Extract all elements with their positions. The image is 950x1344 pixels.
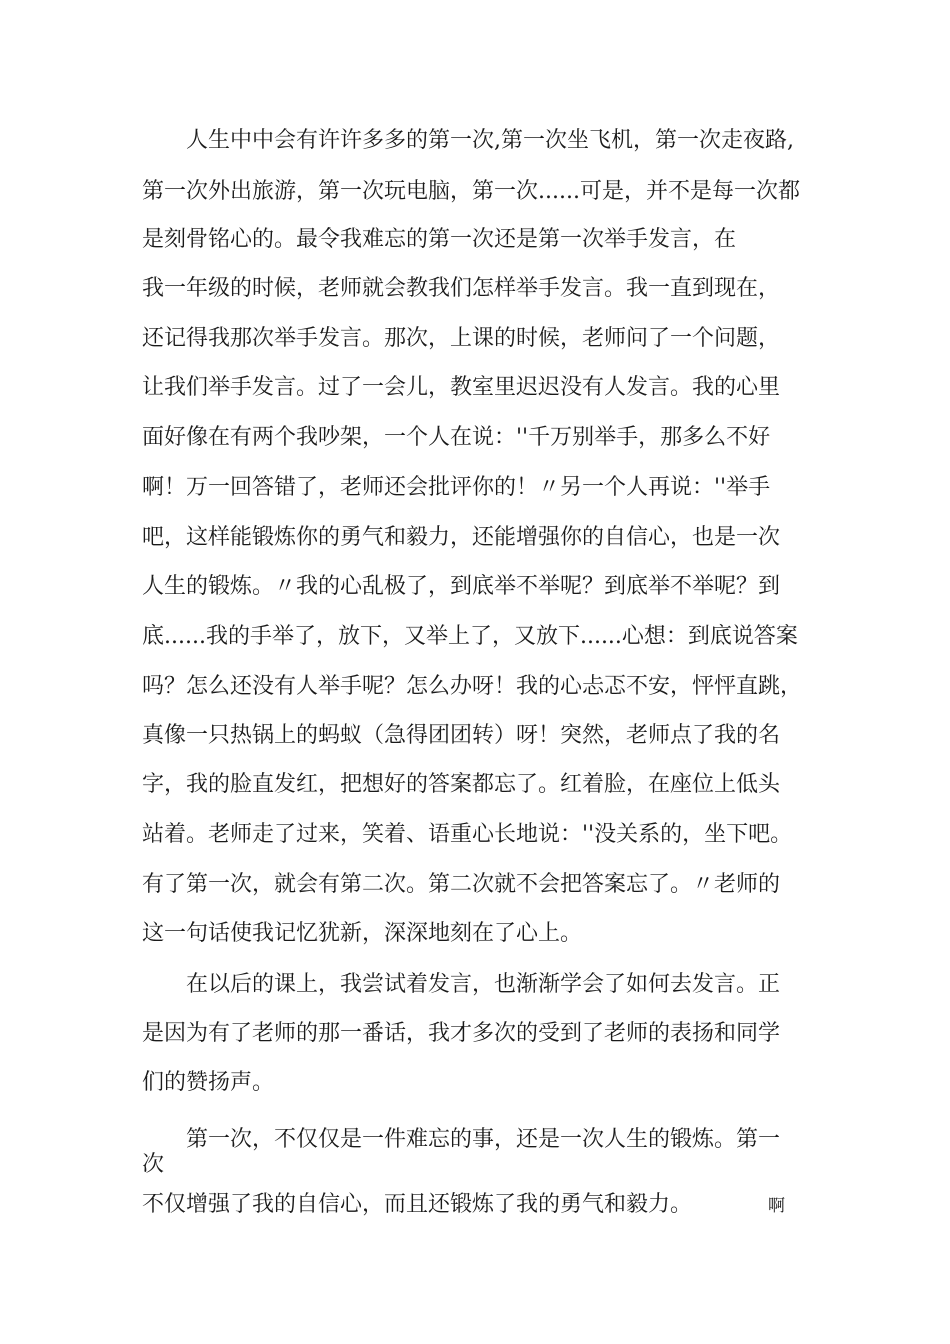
paragraph-line: 底......我的手举了，放下，又举上了，又放下......心想：到底说答案 bbox=[142, 624, 798, 649]
paragraph-line: 我一年级的时候，老师就会教我们怎样举手发言。我一直到现在， bbox=[142, 276, 781, 301]
paragraph-line: 真像一只热锅上的蚂蚁（急得团团转）呀！突然，老师点了我的名 bbox=[142, 723, 781, 748]
paragraph-line: 让我们举手发言。过了一会儿，教室里迟迟没有人发言。我的心里 bbox=[142, 375, 781, 400]
paragraph-line: 吧，这样能锻炼你的勇气和毅力，还能增强你的自信心，也是一次 bbox=[142, 525, 781, 550]
paragraph-line: 不仅增强了我的自信心，而且还锻炼了我的勇气和毅力。 bbox=[142, 1192, 693, 1217]
paragraph-line: 是因为有了老师的那一番话，我才多次的受到了老师的表扬和同学 bbox=[142, 1021, 781, 1046]
paragraph-line: 面好像在有两个我吵架，一个人在说：''千万别举手，那多么不好 bbox=[142, 425, 771, 450]
paragraph-line: 人生的锻炼。〃我的心乱极了，到底举不举呢？到底举不举呢？到 bbox=[142, 574, 781, 599]
paragraph-line: 在以后的课上，我尝试着发言，也渐渐学会了如何去发言。正 bbox=[186, 972, 781, 997]
paragraph-line: 吗？怎么还没有人举手呢？怎么办呀！我的心忐忑不安，怦怦直跳， bbox=[142, 674, 803, 699]
paragraph-line: 人生中中会有许许多多的第一次,第一次坐飞机，第一次走夜路, bbox=[186, 128, 794, 153]
paragraph-line: 们的赞扬声。 bbox=[142, 1070, 275, 1095]
trailing-character: 啊 bbox=[768, 1196, 785, 1216]
paragraph-line: 这一句话使我记忆犹新，深深地刻在了心上。 bbox=[142, 921, 583, 946]
paragraph-line: 第一次外出旅游，第一次玩电脑，第一次......可是，并不是每一次都 bbox=[142, 179, 800, 204]
paragraph-line: 是刻骨铭心的。最令我难忘的第一次还是第一次举手发言，在 bbox=[142, 227, 737, 252]
paragraph-line: 第一次，不仅仅是一件难忘的事，还是一次人生的锻炼。第一 bbox=[186, 1127, 781, 1152]
paragraph-line: 站着。老师走了过来，笑着、语重心长地说：''没关系的，坐下吧。 bbox=[142, 822, 793, 847]
paragraph-line: 有了第一次，就会有第二次。第二次就不会把答案忘了。〃老师的 bbox=[142, 872, 781, 897]
paragraph-line: 字，我的脸直发红，把想好的答案都忘了。红着脸，在座位上低头 bbox=[142, 772, 781, 797]
paragraph-line: 次 bbox=[142, 1152, 165, 1177]
paragraph-line: 还记得我那次举手发言。那次，上课的时候，老师问了一个问题， bbox=[142, 326, 781, 351]
paragraph-line: 啊！万一回答错了，老师还会批评你的！〃另一个人再说：''举手 bbox=[142, 475, 771, 500]
